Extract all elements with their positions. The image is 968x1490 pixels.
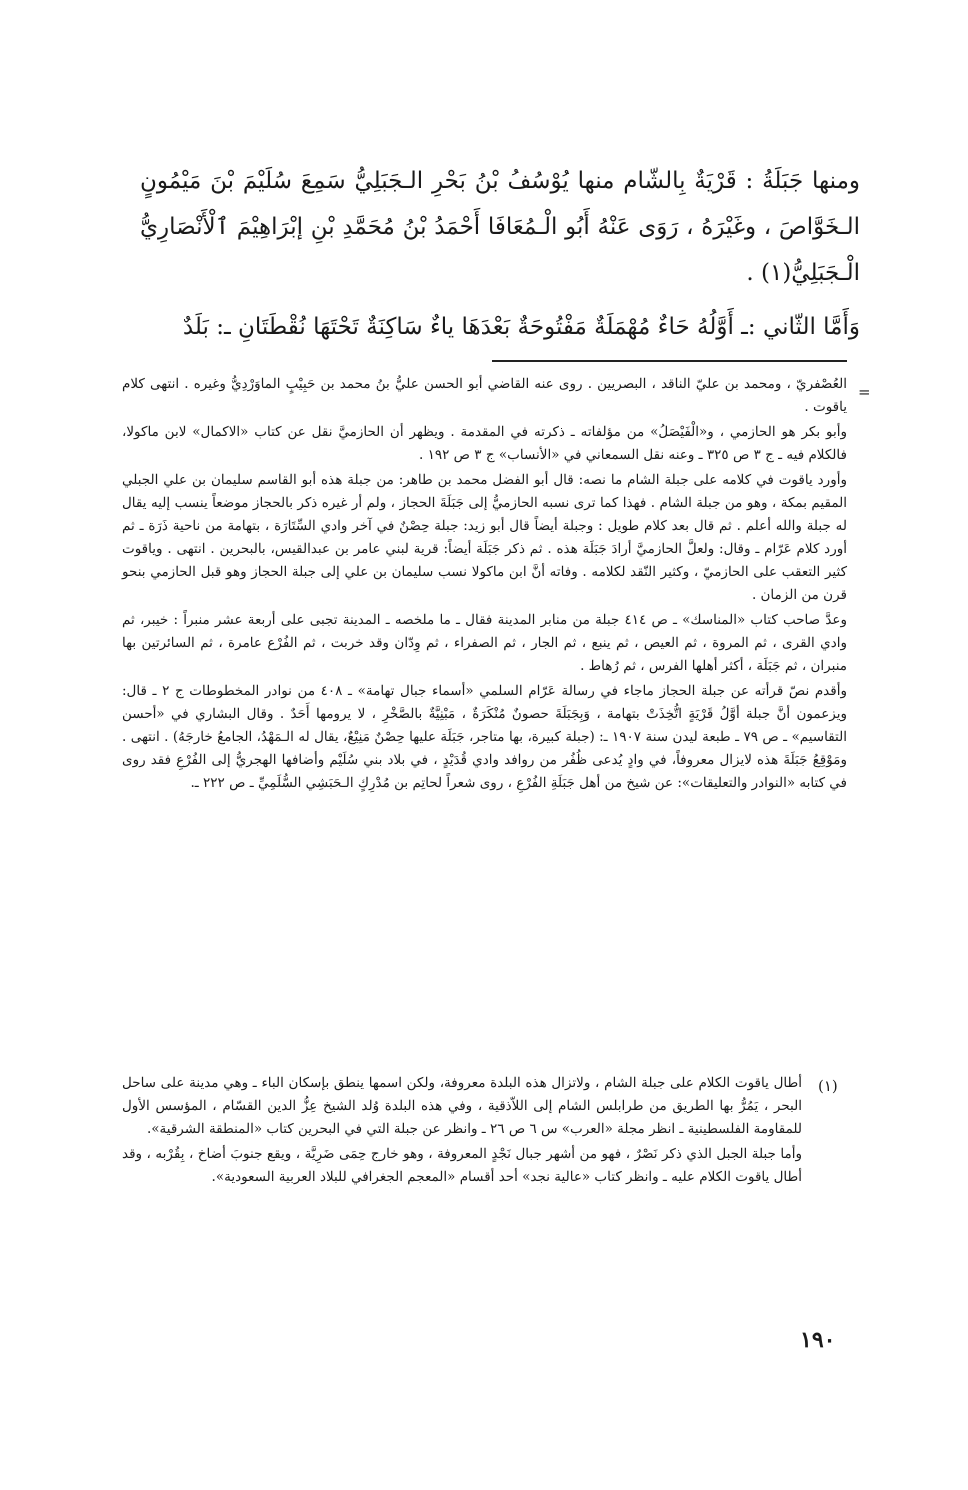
main-paragraph-1: ومنها جَبَلَةُ : قَرْيَةٌ بِالشّام منها يُوْسُفُ بْنُ بَحْرِ الـجَبَلِيُّ سَمِعَ سُلَيْمَ بْنَ مَيْمُونٍ الـخَوَّاصَ ، وغَيْرَهُ ، رَوَى عَنْهُ أَبُو الْـمُعَافَا أَحْمَدُ بْنُ مُحَمَّدِ بْنِ إبْرَاهِيْمَ ٱلْأَنْصَارِيُّ الْـجَبَلِيُّ(١) . [140,168,860,286]
footnote-1 [122,1072,802,1191]
footnote-paragraph: أطال ياقوت الكلام على جبلة الشام ، ولاتزال هذه البلدة معروفة، ولكن اسمها ينطق بإسكان الباء ـ وهي مدينة على ساحل البحر ، يَمُرُّ بها الطريق من طرابلس الشام إلى اللاّذقية ، وفي هذه البلدة وُلد الشيخ عِزُّ الدين القسّام ، المؤسس الأول للمقاومة الفلسطينية ـ انظر مجلة «العرب» س ٦ ص ٢٦ ـ وانظر عن جبلة التي في البحرين كتاب «المنطقة الشرقية». [122,1075,802,1137]
page-number: ١٩٠ [800,1327,836,1353]
footnotes-continuation [122,373,847,797]
footnote-paragraph: وأقدم نصّ قرأته عن جبلة الحجاز ماجاء في رسالة عَرّام السلمي «أسماء جبال تهامة» ـ ٤٠٨ من نوادر المخطوطات ج ٢ ـ قال: ويزعمون أنَّ جبلة أوَّلُ قَرْيَةٍ اتُّخِذَتْ بتهامة ، وَبِجَبَلَةَ حصونٌ مُنْكَرَةٌ ، مَبْنِيَّةٌ بالصَّخْرِ ، لا يرومها أَحَدٌ . وقال البشاري في «أحسن التقاسيم» ـ ص ٧٩ ـ طبعة ليدن سنة ١٩٠٧ ـ: (جبلة كبيرة، بها متاجر، جَبَلَة عليها حِصْنٌ مَنِيْعٌ، يقال له الـمَهْدُ، الجامعُ خارجَهُ) . انتهى . ومَوْقِعُ جَبَلَةَ هذه لايزال معروفاً، في وادٍ يُدعى ظُفُر من روافد وادي قُدَيْدٍ ، في بلاد بني سُلَيْم وأضافها الهجريُّ إلى الفُرْعِ فقد روى في كتابه «النوادر والتعليقات»: عن شيخ من أهل جَبَلَةِ الفُرْعِ ، روى شعراً لحاتِم بن مُدْرِكٍ الـحَبَشِي السُّلَمِيِّ ـ ص ٢٢٢ ـ. [122,683,847,791]
footnote-paragraph: العُصْفريّ ، ومحمد بن عليّ الناقد ، البصريين . روى عنه القاضي أبو الحسن عليُّ بنُ محمد بن حَبِيْبٍ الماوَرْدِيُّ وغيره . انتهى كلام ياقوت . [122,376,847,415]
footnote-paragraph: وأبو بكر هو الحازمي ، و«الْفَيْصَلُ» من مؤلفاته ـ ذكرته في المقدمة . ويظهر أن الحازميَّ نقل عن كتاب «الاكمال» لابن ماكولا، فالكلام فيه ـ ج ٣ ص ٣٢٥ ـ وعنه نقل السمعاني في «الأنساب» ج ٣ ص ١٩٢ . [122,424,847,463]
footnote-paragraph: وأما جبلة الجبل الذي ذكر نَصْرٌ ، فهو من أشهر جبال نَجْدٍ المعروفة ، وهو خارج حِمَى ضَرِيَّة ، ويقع جنوبَ أضاخ ، بِقُرْبه ، وقد أطال ياقوت الكلام عليه ـ وانظر كتاب «عالية نجد» أحد أقسام «المعجم الجغرافي للبلاد العربية السعودية». [122,1146,802,1185]
footnote-paragraph: وأورد ياقوت في كلامه على جبلة الشام ما نصه: قال أبو الفضل محمد بن طاهر: من جبلة هذه أبو القاسم سليمان بن علي الجبلي المقيم بمكة ، وهو من جبلة الشام . فهذا كما ترى نسبه الحازميُّ إلى جَبَلَةَ الحجاز ، ولم أر غيره ذكر بالحجاز موضعاً ينسب إليه يقال له جبلة والله أعلم . ثم قال بعد كلام طويل : وجبلة أيضاً قال أبو زيد: جبلة حِصْنٌ في آخر وادي السِّتَارَة ، بتهامة من ناحية ذَرَة ـ ثم أورد كلام عَرّام ـ وقال: ولعلَّ الحازميَّ أرادَ جَبَلَة هذه . ثم ذكر جَبَلَة أيضاً: قرية لبني عامر بن عبدالقيس، بالبحرين . انتهى . وياقوت كثير التعقب على الحازميّ ، وكثير النّقد لكلامه . وفاته أنَّ ابن ماكولا نسب سليمان بن علي إلى جبلة الحجاز وهو قبل الحازمي بنحو قرن من الزمان . [122,472,847,603]
footnote-continuation-mark: = [858,383,871,401]
main-text [140,158,860,350]
footnote-1-marker: (١) [818,1077,838,1095]
footnote-paragraph: وعدَّ صاحب كتاب «المناسك» ـ ص ٤١٤ جبلة من منابر المدينة فقال ـ ما ملخصه ـ المدينة تجبى على أربعة عشر منبراً : خيبر، ثم وادي القرى ، ثم المروة ، ثم العيص ، ثم ينبع ، ثم الجار ، ثم الصفراء ، ثم وِدّان وقد خربت ، ثم الفُرْع عامرة ، ثم السائرتين بها منبران ، ثم جَبَلَة ، أكثر أهلها الفرس ، ثم رُهاط . [122,612,847,674]
footnote-divider [492,360,847,362]
main-paragraph-2: وَأَمَّا الثّاني :ـ أَوَّلُهُ حَاءٌ مُهْمَلَةٌ مَفْتُوحَةٌ بَعْدَهَا ياءٌ سَاكِنَةٌ تَحْتَهَا نُقْطَتَانِ ـ: بَلَدٌ [182,314,860,340]
